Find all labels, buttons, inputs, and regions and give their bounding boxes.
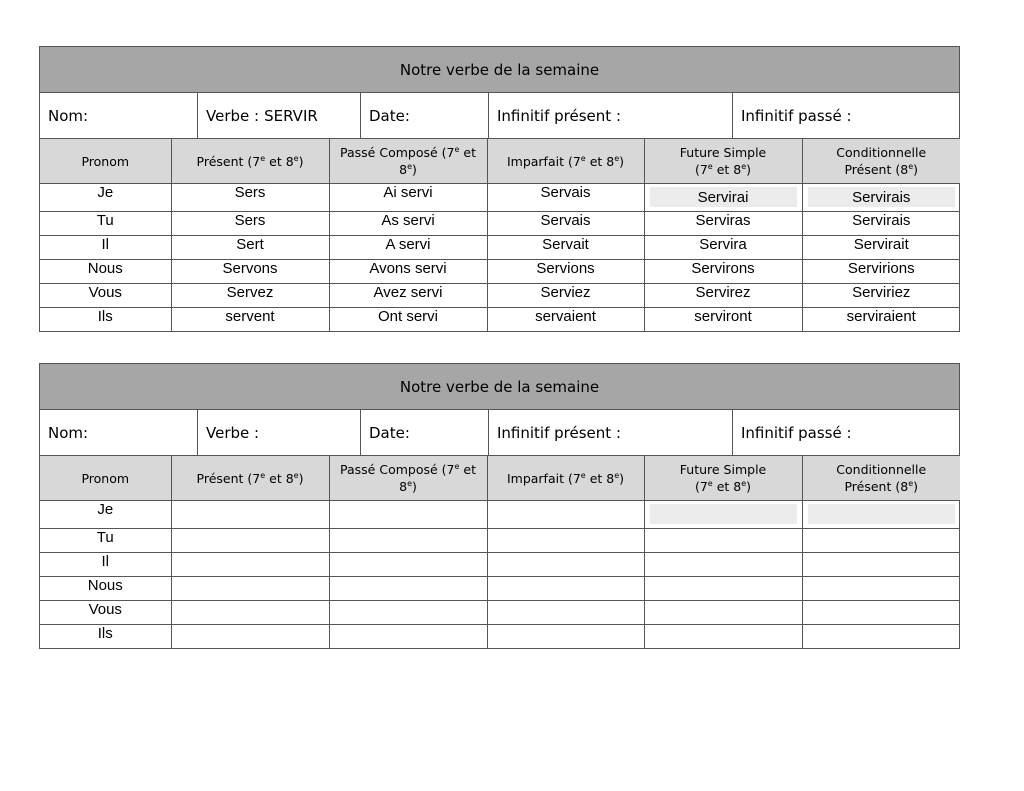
- verbe-field[interactable]: [198, 93, 361, 138]
- infinitif-present-field[interactable]: [489, 93, 733, 138]
- cell-pronom: Nous: [40, 577, 171, 601]
- cell-conditionnel[interactable]: [802, 184, 960, 212]
- cell-conditionnel[interactable]: [802, 529, 960, 553]
- cell-pronom: Je: [40, 501, 171, 529]
- cell-imparfait[interactable]: Servait: [487, 236, 644, 260]
- conjugation-table: [40, 139, 960, 331]
- header-present: Présent (7e et 8e): [171, 456, 329, 501]
- cell-futur[interactable]: [644, 601, 802, 625]
- cell-conditionnel[interactable]: serviraient: [802, 308, 960, 332]
- cell-present[interactable]: Servez: [171, 284, 329, 308]
- cell-passe[interactable]: [329, 601, 487, 625]
- header-imparfait: Imparfait (7e et 8e): [487, 139, 644, 184]
- nom-field[interactable]: [40, 93, 198, 138]
- header-pronom: Pronom: [40, 139, 171, 184]
- cell-pronom: Tu: [40, 529, 171, 553]
- cell-present[interactable]: [171, 625, 329, 649]
- header-conditionnel: Conditionnelle Présent (8e): [802, 139, 960, 184]
- cell-imparfait[interactable]: Servais: [487, 212, 644, 236]
- cell-passe[interactable]: As servi: [329, 212, 487, 236]
- header-imparfait: Imparfait (7e et 8e): [487, 456, 644, 501]
- cell-present[interactable]: Sers: [171, 212, 329, 236]
- nom-label: Nom:: [48, 423, 89, 442]
- cell-imparfait[interactable]: [487, 553, 644, 577]
- table-row: [40, 236, 960, 260]
- infinitif-passe-field[interactable]: [733, 410, 959, 455]
- sheet-title: Notre verbe de la semaine: [40, 364, 959, 410]
- cell-passe[interactable]: [329, 577, 487, 601]
- date-field[interactable]: [361, 93, 489, 138]
- header-passe-compose: Passé Composé (7e et 8e): [329, 139, 487, 184]
- cell-conditionnel-value: Servirais: [808, 187, 956, 207]
- cell-passe[interactable]: [329, 529, 487, 553]
- header-present: Présent (7e et 8e): [171, 139, 329, 184]
- cell-present[interactable]: [171, 601, 329, 625]
- cell-futur-value: [650, 504, 797, 524]
- cell-conditionnel[interactable]: [802, 501, 960, 529]
- cell-futur[interactable]: [644, 529, 802, 553]
- cell-imparfait[interactable]: [487, 577, 644, 601]
- verbe-value: SERVIR: [264, 106, 318, 125]
- cell-present[interactable]: servent: [171, 308, 329, 332]
- nom-label: Nom:: [48, 106, 89, 125]
- cell-passe[interactable]: Avons servi: [329, 260, 487, 284]
- infinitif-present-label: Infinitif présent :: [497, 423, 621, 442]
- sheet-title: Notre verbe de la semaine: [40, 47, 959, 93]
- cell-conditionnel[interactable]: Serviriez: [802, 284, 960, 308]
- infinitif-passe-label: Infinitif passé :: [741, 106, 852, 125]
- cell-pronom: Vous: [40, 601, 171, 625]
- cell-conditionnel[interactable]: [802, 601, 960, 625]
- cell-passe[interactable]: [329, 553, 487, 577]
- cell-passe[interactable]: [329, 501, 487, 529]
- header-row: [40, 456, 960, 501]
- infinitif-present-field[interactable]: [489, 410, 733, 455]
- cell-pronom: Je: [40, 184, 171, 212]
- table-row: [40, 577, 960, 601]
- table-row: [40, 601, 960, 625]
- table-row: [40, 184, 960, 212]
- table-row: [40, 625, 960, 649]
- cell-imparfait[interactable]: Serviez: [487, 284, 644, 308]
- cell-passe[interactable]: A servi: [329, 236, 487, 260]
- cell-present[interactable]: Sert: [171, 236, 329, 260]
- conjugation-table: [40, 456, 960, 648]
- cell-conditionnel-value: [808, 504, 956, 524]
- table-row: [40, 553, 960, 577]
- header-pronom: Pronom: [40, 456, 171, 501]
- cell-pronom: Ils: [40, 308, 171, 332]
- cell-present[interactable]: Sers: [171, 184, 329, 212]
- cell-futur[interactable]: [644, 184, 802, 212]
- verb-sheet-1: [39, 46, 960, 332]
- header-passe-compose: Passé Composé (7e et 8e): [329, 456, 487, 501]
- infinitif-passe-label: Infinitif passé :: [741, 423, 852, 442]
- cell-present[interactable]: Servons: [171, 260, 329, 284]
- header-futur-simple: Future Simple (7e et 8e): [644, 139, 802, 184]
- info-row: [40, 410, 959, 456]
- cell-futur[interactable]: Servirez: [644, 284, 802, 308]
- cell-futur[interactable]: [644, 625, 802, 649]
- cell-conditionnel[interactable]: [802, 577, 960, 601]
- cell-conditionnel[interactable]: Servirait: [802, 236, 960, 260]
- cell-passe[interactable]: Ont servi: [329, 308, 487, 332]
- cell-conditionnel[interactable]: [802, 625, 960, 649]
- cell-conditionnel[interactable]: Servirais: [802, 212, 960, 236]
- cell-futur[interactable]: serviront: [644, 308, 802, 332]
- cell-imparfait[interactable]: servaient: [487, 308, 644, 332]
- date-label: Date:: [369, 106, 410, 125]
- cell-pronom: Vous: [40, 284, 171, 308]
- header-conditionnel: Conditionnelle Présent (8e): [802, 456, 960, 501]
- date-label: Date:: [369, 423, 410, 442]
- table-row: [40, 212, 960, 236]
- cell-futur[interactable]: Serviras: [644, 212, 802, 236]
- table-row: [40, 529, 960, 553]
- cell-present[interactable]: [171, 501, 329, 529]
- table-row: [40, 284, 960, 308]
- cell-pronom: Tu: [40, 212, 171, 236]
- cell-imparfait[interactable]: [487, 529, 644, 553]
- verb-sheet-2: [39, 363, 960, 649]
- cell-conditionnel[interactable]: Servirions: [802, 260, 960, 284]
- cell-present[interactable]: [171, 529, 329, 553]
- cell-imparfait[interactable]: [487, 501, 644, 529]
- verbe-label: Verbe :: [206, 423, 260, 442]
- cell-passe[interactable]: Avez servi: [329, 284, 487, 308]
- cell-pronom: Ils: [40, 625, 171, 649]
- cell-present[interactable]: [171, 553, 329, 577]
- date-field[interactable]: [361, 410, 489, 455]
- cell-pronom: Nous: [40, 260, 171, 284]
- table-row: [40, 308, 960, 332]
- header-futur-simple: Future Simple (7e et 8e): [644, 456, 802, 501]
- cell-futur[interactable]: [644, 501, 802, 529]
- cell-passe[interactable]: Ai servi: [329, 184, 487, 212]
- table-row: [40, 501, 960, 529]
- cell-present[interactable]: [171, 577, 329, 601]
- header-row: [40, 139, 960, 184]
- cell-futur[interactable]: [644, 553, 802, 577]
- cell-futur[interactable]: [644, 577, 802, 601]
- cell-futur-value: Servirai: [650, 187, 797, 207]
- infinitif-present-label: Infinitif présent :: [497, 106, 621, 125]
- cell-imparfait[interactable]: [487, 601, 644, 625]
- nom-field[interactable]: [40, 410, 198, 455]
- cell-pronom: Il: [40, 236, 171, 260]
- infinitif-passe-field[interactable]: [733, 93, 959, 138]
- info-row: [40, 93, 959, 139]
- verbe-label: Verbe :: [206, 106, 260, 125]
- verbe-field[interactable]: [198, 410, 361, 455]
- cell-imparfait[interactable]: Servais: [487, 184, 644, 212]
- cell-futur[interactable]: Servira: [644, 236, 802, 260]
- table-row: [40, 260, 960, 284]
- cell-conditionnel[interactable]: [802, 553, 960, 577]
- cell-passe[interactable]: [329, 625, 487, 649]
- cell-pronom: Il: [40, 553, 171, 577]
- cell-imparfait[interactable]: Servions: [487, 260, 644, 284]
- cell-futur[interactable]: Servirons: [644, 260, 802, 284]
- cell-imparfait[interactable]: [487, 625, 644, 649]
